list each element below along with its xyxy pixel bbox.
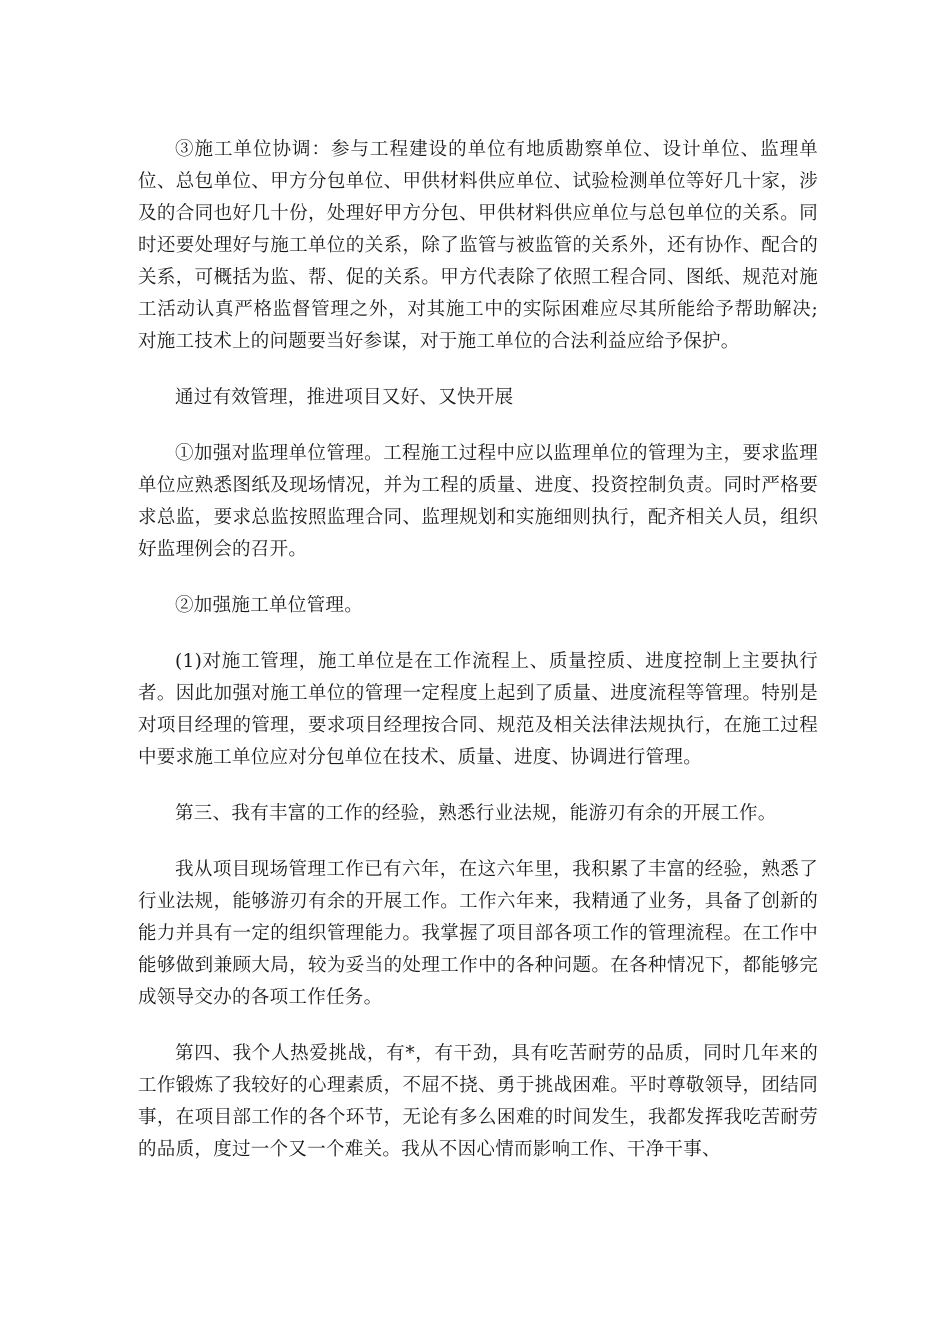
paragraph-fourth-point: 第四、我个人热爱挑战，有*，有干劲，具有吃苦耐劳的品质，同时几年来的工作锻炼了我较好的心理素质，不屈不挠、勇于挑战困难。平时尊敬领导，团结同事，在项目部工作的各个环节，无论有多么困难的时间发生，我都发挥我吃苦耐劳的品质，度过一个又一个难关。我从不因心情而影响工作、干净干事、	[138, 1043, 818, 1160]
paragraph-construction-coordination: ③施工单位协调：参与工程建设的单位有地质勘察单位、设计单位、监理单位、总包单位、甲方分包单位、甲供材料供应单位、试验检测单位等好几十家，涉及的合同也好几十份，处理好甲方分包、甲供材料供应单位与总包单位的关系。同时还要处理好与施工单位的关系，除了监管与被监管的关系外，还有协作、配合的关系，可概括为监、帮、促的关系。甲方代表除了依照工程合同、图纸、规范对施工活动认真严格监督管理之外，对其施工中的实际困难应尽其所能给予帮助解决;对施工技术上的问题要当好参谋，对于施工单位的合法利益应给予保护。	[138, 139, 818, 352]
paragraph-construction-management-detail: (1)对施工管理，施工单位是在工作流程上、质量控质、进度控制上主要执行者。因此加强对施工单位的管理一定程度上起到了质量、进度流程等管理。特别是对项目经理的管理，要求项目经理按合同、规范及相关法律法规执行，在施工过程中要求施工单位应对分包单位在技术、质量、进度、协调进行管理。	[138, 651, 818, 768]
paragraph-experience: 我从项目现场管理工作已有六年，在这六年里，我积累了丰富的经验，熟悉了行业法规，能够游刃有余的开展工作。工作六年来，我精通了业务，具备了创新的能力并具有一定的组织管理能力。我掌握了项目部各项工作的管理流程。在工作中能够做到兼顾大局，较为妥当的处理工作中的各种问题。在各种情况下，都能够完成领导交办的各项工作任务。	[138, 859, 818, 1008]
paragraph-effective-management-heading: 通过有效管理，推进项目又好、又快开展	[175, 387, 514, 408]
paragraph-supervision-management: ①加强对监理单位管理。工程施工过程中应以监理单位的管理为主，要求监理单位应熟悉图纸及现场情况，并为工程的质量、进度、投资控制负责。同时严格要求总监，要求总监按照监理合同、监理规划和实施细则执行，配齐相关人员，组织好监理例会的召开。	[138, 443, 818, 560]
paragraph-third-point: 第三、我有丰富的工作的经验，熟悉行业法规，能游刃有余的开展工作。	[175, 803, 777, 824]
document-body	[138, 134, 818, 1190]
paragraph-construction-unit-management: ②加强施工单位管理。	[175, 595, 364, 616]
